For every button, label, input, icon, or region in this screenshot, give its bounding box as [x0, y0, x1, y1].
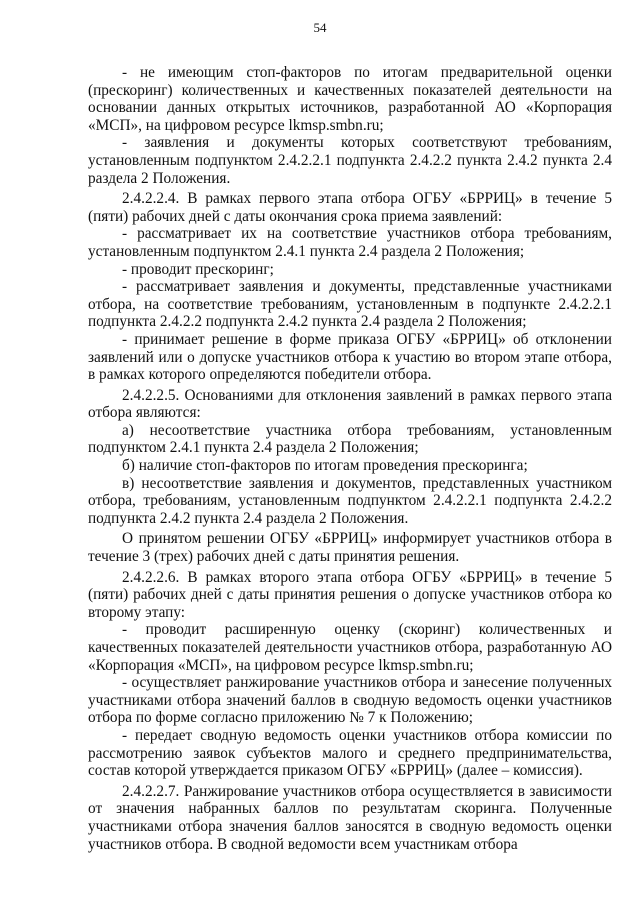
paragraph-clause-2-4-2-2-5: 2.4.2.2.5. Основаниями для отклонения заявлений в рамках первого этапа отбора являются:	[88, 386, 612, 422]
paragraph-clause-2-4-2-2-7: 2.4.2.2.7. Ранжирование участников отбора осуществляется в зависимости от значения набранных баллов по результатам скоринга. Полученные участниками отбора значения баллов заносятся в сводную ведомость оценки участников отбора. В сводной ведомости всем участникам отбора	[88, 782, 612, 853]
paragraph-second-stage-transfer: - передает сводную ведомость оценки участников отбора комиссии по рассмотрению заявок субъектов малого и среднего предпринимательства, состав которой утверждается приказом ОГБУ «БРРИЦ» (далее – комиссия).	[88, 726, 612, 780]
paragraph-first-stage-review: - рассматривает их на соответствие участников отбора требованиям, установленным подпунктом 2.4.1 пункта 2.4 раздела 2 Положения;	[88, 225, 612, 260]
paragraph-first-stage-decision: - принимает решение в форме приказа ОГБУ «БРРИЦ» об отклонении заявлений или о допуске участников отбора к участию во втором этапе отбора, в рамках которого определяются победители отбора.	[88, 330, 612, 384]
document-body	[88, 64, 612, 853]
paragraph-clause-2-4-2-2-4: 2.4.2.2.4. В рамках первого этапа отбора ОГБУ «БРРИЦ» в течение 5 (пяти) рабочих дней с даты окончания срока приема заявлений:	[88, 190, 612, 225]
paragraph-prescoring-criterion: - не имеющим стоп-факторов по итогам предварительной оценки (прескоринг) количественных и качественных показателей деятельности на основании данных открытых источников, разработанной АО «Корпорация «МСП», на цифровом ресурсе lkmsp.smbn.ru;	[88, 64, 612, 134]
page-number: 54	[313, 20, 327, 35]
paragraph-second-stage-ranking: - осуществляет ранжирование участников отбора и занесение полученных участниками отбора значений баллов в сводную ведомость оценки участников отбора по форме согласно приложению № 7 к Положению;	[88, 674, 612, 727]
paragraph-second-stage-scoring: - проводит расширенную оценку (скоринг) количественных и качественных показателей деятельности участников отбора, разработанную АО «Корпорация «МСП», на цифровом ресурсе lkmsp.smbn.ru;	[88, 621, 612, 674]
paragraph-rejection-reason-c: в) несоответствие заявления и документов, представленных участником отбора, требованиям, установленным подпунктом 2.4.2.2.1 подпункта 2.4.2.2 подпункта 2.4.2 пункта 2.4 раздела 2 Положения.	[88, 474, 612, 527]
paragraph-first-stage-documents: - рассматривает заявления и документы, представленные участниками отбора, на соответствие требованиям, установленным в подпункте 2.4.2.2.1 подпункта 2.4.2.2 подпункта 2.4.2 пункта 2.4 раздела 2 Положения;	[88, 278, 612, 331]
paragraph-first-stage-prescoring: - проводит прескоринг;	[122, 260, 274, 278]
paragraph-rejection-reason-a: а) несоответствие участника отбора требованиям, установленным подпунктом 2.4.1 пункта 2.4 раздела 2 Положения;	[88, 421, 612, 457]
paragraph-clause-2-4-2-2-6: 2.4.2.2.6. В рамках второго этапа отбора ОГБУ «БРРИЦ» в течение 5 (пяти) рабочих дней с даты принятия решения о допуске участников отбора ко второму этапу:	[88, 568, 612, 621]
paragraph-documents-criterion: - заявления и документы которых соответствуют требованиям, установленным подпунктом 2.4.2.2.1 подпункта 2.4.2.2 пункта 2.4.2 пункта 2.4 раздела 2 Положения.	[88, 134, 612, 187]
paragraph-decision-notice: О принятом решении ОГБУ «БРРИЦ» информирует участников отбора в течение 3 (трех) рабочих дней с даты принятия решения.	[88, 530, 612, 566]
paragraph-rejection-reason-b: б) наличие стоп-факторов по итогам проведения прескоринга;	[122, 457, 528, 475]
